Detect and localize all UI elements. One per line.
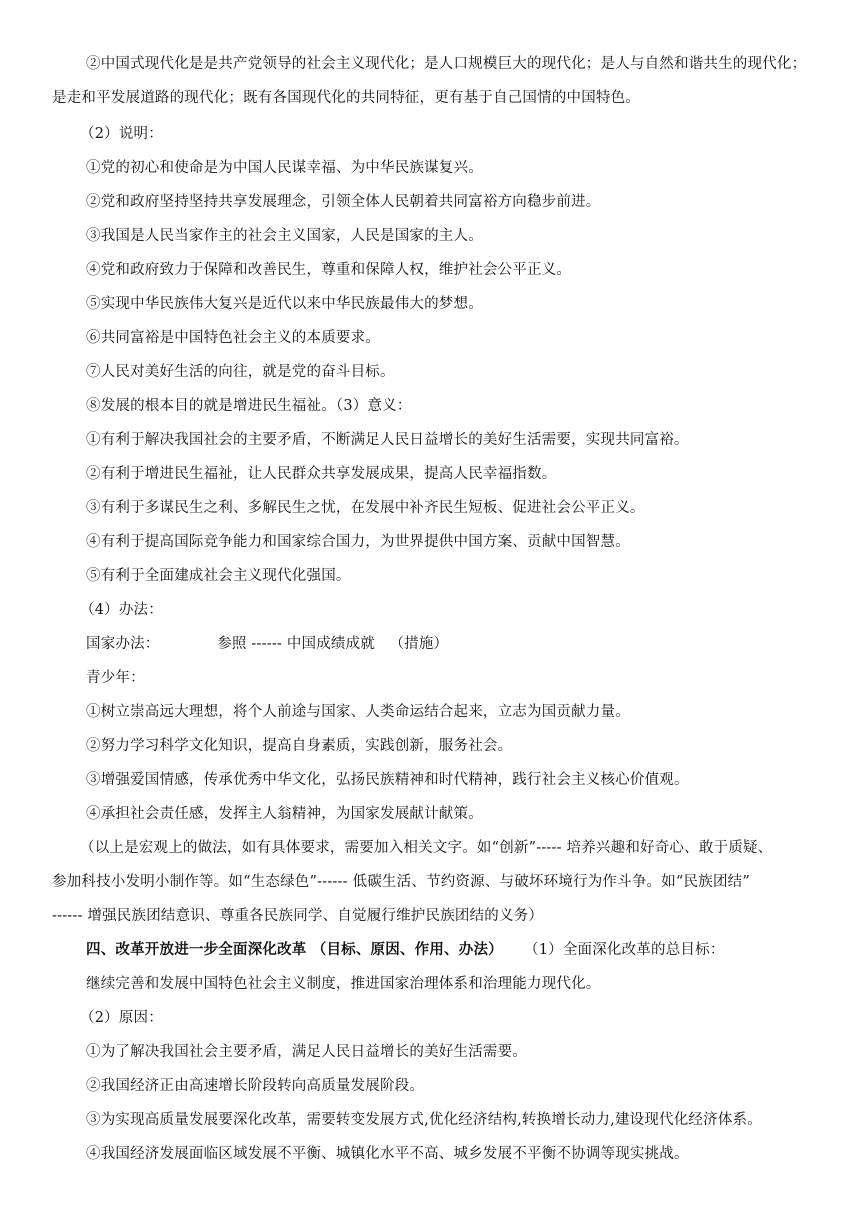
text-line: ④有利于提高国际竞争能力和国家综合国力，为世界提供中国方案、贡献中国智慧。 [86,534,630,550]
text-line: ①树立崇高远大理想，将个人前途与国家、人类命运结合起来，立志为国贡献力量。 [86,704,630,720]
section-heading: （2）原因： [80,1010,163,1026]
text-line: ⑧发展的根本目的就是增进民生福祉。（3）意义： [86,398,412,414]
text-line: ①为了解决我国社会主要矛盾，满足人民日益增长的美好生活需要。 [86,1044,527,1060]
section-heading: （1）全面深化改革的总目标： [524,942,725,958]
text-line: 是走和平发展道路的现代化；既有各国现代化的共同特征，更有基于自己国情的中国特色。 [52,90,640,106]
chapter-heading: 四、改革开放进一步全面深化改革 （目标、原因、作用、办法） [86,941,503,958]
text-line: 青少年： [86,670,145,686]
text-line: ③为实现高质量发展要深化改革，需要转变发展方式,优化经济结构,转换增长动力,建设现代化经济体系。 [86,1112,762,1128]
text-line: ④承担社会责任感，发挥主人翁精神，为国家发展献计献策。 [86,806,483,822]
text-line: ⑤实现中华民族伟大复兴是近代以来中华民族最伟大的梦想。 [86,296,483,312]
text-line: 国家办法： 参照 ------ 中国成绩成就 （措施） [86,636,449,652]
text-line: ①党的初心和使命是为中国人民谋幸福、为中华民族谋复兴。 [86,160,483,176]
text-line: ②党和政府坚持坚持共享发展理念，引领全体人民朝着共同富裕方向稳步前进。 [86,194,601,210]
text-line: ②中国式现代化是是共产党领导的社会主义现代化；是人口规模巨大的现代化；是人与自然和谐共生的现代化； [86,56,807,72]
section-heading: （4）办法： [80,602,163,618]
text-line: ②我国经济正由高速增长阶段转向高质量发展阶段。 [86,1078,425,1094]
text-line: （以上是宏观上的做法，如有具体要求，需要加入相关文字。如“创新”----- 培养兴趣和好奇心、敢于质疑、 [80,840,773,856]
text-line: ⑤有利于全面建成社会主义现代化强国。 [86,568,351,584]
text-line: ②努力学习科学文化知识，提高自身素质，实践创新，服务社会。 [86,738,513,754]
text-line: ⑦人民对美好生活的向往，就是党的奋斗目标。 [86,364,395,380]
text-line: ④我国经济发展面临区域发展不平衡、城镇化水平不高、城乡发展不平衡不协调等现实挑战。 [86,1146,689,1162]
text-line: ⑥共同富裕是中国特色社会主义的本质要求。 [86,330,380,346]
text-line: ①有利于解决我国社会的主要矛盾，不断满足人民日益增长的美好生活需要，实现共同富裕。 [86,432,689,448]
text-line: ③增强爱国情感，传承优秀中华文化，弘扬民族精神和时代精神，践行社会主义核心价值观。 [86,772,689,788]
text-line: ③我国是人民当家作主的社会主义国家，人民是国家的主人。 [86,228,483,244]
text-line: 参加科技小发明小制作等。如“生态绿色”------ 低碳生活、节约资源、与破坏环境行为作斗争。如“民族团结” [52,874,750,890]
text-line: ------ 增强民族团结意识、尊重各民族同学、自觉履行维护民族团结的义务） [52,908,544,924]
text-line: ②有利于增进民生福祉，让人民群众共享发展成果，提高人民幸福指数。 [86,466,557,482]
text-line: 继续完善和发展中国特色社会主义制度，推进国家治理体系和治理能力现代化。 [86,976,601,992]
section-heading: （2）说明： [80,126,163,142]
text-line: ③有利于多谋民生之利、多解民生之忧，在发展中补齐民生短板、促进社会公平正义。 [86,500,645,516]
text-line: ④党和政府致力于保障和改善民生，尊重和保障人权，维护社会公平正义。 [86,262,572,278]
